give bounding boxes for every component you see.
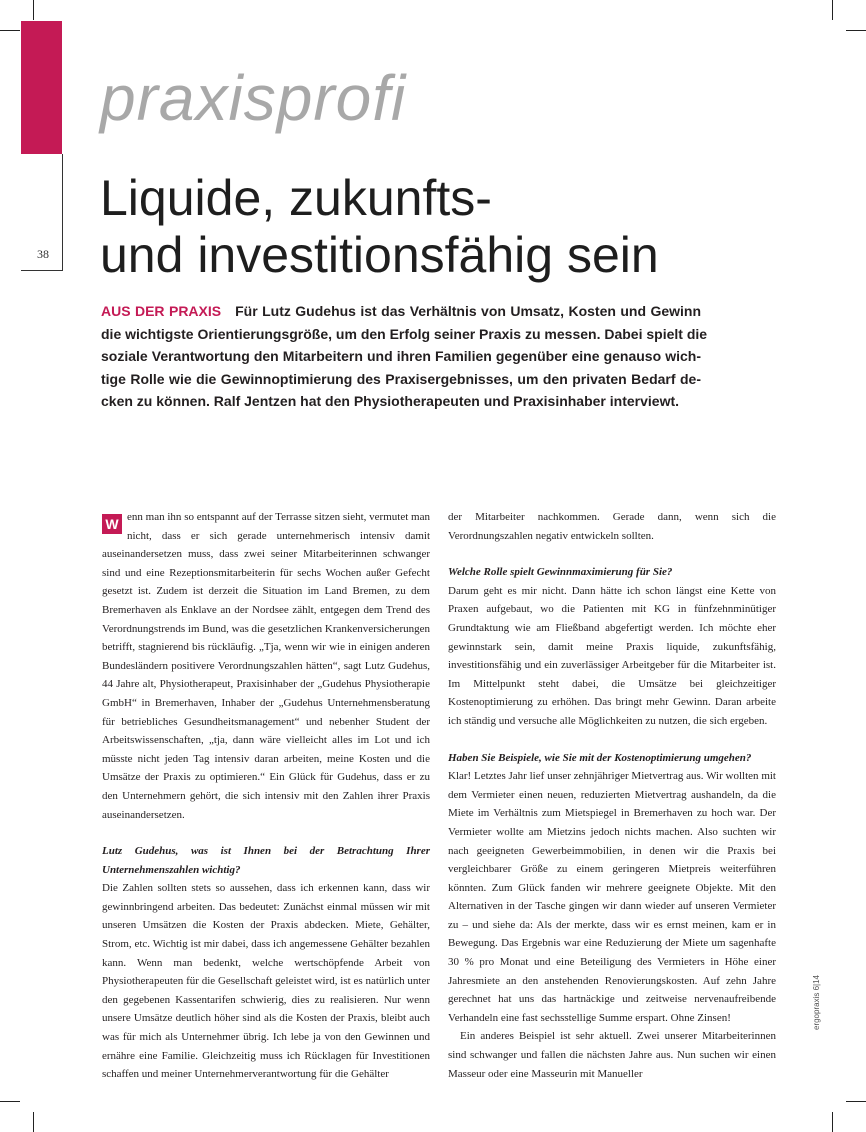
kicker: AUS DER PRAXIS <box>101 303 222 319</box>
lead-line: tige Rolle wie die Gewinnoptimierung des Praxisergebnisses, um den privaten Bedarf de- <box>101 370 701 387</box>
interview-question: Welche Rolle spielt Gewinnmaximierung für Sie? <box>448 566 673 579</box>
interview-question: Haben Sie Beispiele, wie Sie mit der Kostenoptimierung umgehen? <box>448 751 752 764</box>
lead-line <box>101 300 701 323</box>
crop-mark <box>846 30 866 31</box>
crop-mark <box>0 1101 20 1102</box>
page-number-rule <box>21 270 63 271</box>
crop-mark <box>832 0 833 20</box>
body-column-left <box>102 508 430 1084</box>
intro-text: enn man ihn so entspannt auf der Terrasse sitzen sieht, vermutet man nicht, dass er sich gerade unternehmerisch intensiv damit auseinandersetzen muss, dass zwei seiner Mitarbeiterinnen schwanger sind und eine Rezeptionsmitarbeiterin für sechs Wochen außer Gefecht gesetzt ist. Zudem ist derzeit die Situation im Land Bremen, zu dem Bremerhaven als Enklave an der Nordsee zählt, entgegen dem Trend des Verordnungstrends im Bund, was die gesetzlichen Krankenversicherungen betrifft, stagnierend bis rückläufig. „Tja, wenn wir wie in einigen anderen Bundesländern positivere Verordnungszahlen hätten“, sagt Lutz Gudehus, 44 Jahre alt, Physiotherapeut, Praxisinhaber der „Gudehus Physiotherapie GmbH“ in Bremerhaven, Inhaber der „Gudehus Unternehmensberatung für betriebliches Gesundheitsmanagement“ und nebenher Student der Arbeitswissenschaften, „tja, dann wäre vielleicht alles im Lot und ich müsste nicht jeden Tag intensiv daran arbeiten, meine Kosten und die Umsätze der Praxis zu optimieren.“ Ein Glück für Gudehus, dass er zu den Unternehmern gehört, die sich intensiv mit den Zahlen ihrer Praxis auseinandersetzen. <box>102 511 430 821</box>
margin-rule <box>62 154 63 270</box>
section-heading: praxisprofi <box>100 62 407 134</box>
intro-paragraph <box>102 508 430 824</box>
lead-text: Für Lutz Gudehus ist das Verhältnis von Umsatz, Kosten und Gewinn <box>235 303 701 319</box>
drop-cap: W <box>102 514 122 534</box>
interview-answer: Darum geht es mir nicht. Dann hätte ich schon längst eine Kette von Praxen aufgebaut, wo die Patienten mit KG in fünfzehnminütiger Grundtaktung wie am Fließband abgefertigt werden. Ich möchte eher gewinnstark sein, damit meine Praxis liquide, zukunftsfähig, investitionsfähig und ein zuverlässiger Arbeitgeber für die Mitarbeiter ist. Im Mittelpunkt steht dabei, die Umsätze bei gleichzeitiger Kostenoptimierung zu erhöhen. Das bringt mehr Gewinn. Daran arbeite ich ständig und versuche alle Möglichkeiten zu nutzen, die sich ergeben. <box>448 584 776 727</box>
interview-answer: Die Zahlen sollten stets so aussehen, dass ich erkennen kann, dass wir gewinnbringend arbeiten. Das bedeutet: Zunächst einmal müssen wir mit unseren Umsätzen die Kosten der Praxis abdecken. Miete, Gehälter, Strom, etc. Wichtig ist mir dabei, dass ich angemessene Gehälter bezahlen kann. Wenn man bedenkt, welche wertschöpfende Arbeit von Physiotherapeuten für die Gesellschaft geleistet wird, ist es natürlich unter den gegebenen Kassentarifen schwierig, dies zu realisieren. Nur wenn unsere Umsätze deutlich höher sind als die Kosten der Praxis, bleibt auch was für mich als Unternehmer übrig. Ich lebe ja von den Gewinnen und ernähre eine Familie. Gleichzeitig muss ich Rücklagen für Investitionen schaffen und meiner Unternehmerverantwortung für die Gehälter <box>102 882 430 1081</box>
magazine-footer: ergopraxis 6|14 <box>812 975 821 1030</box>
article-title <box>100 170 659 284</box>
page-number: 38 <box>37 247 49 261</box>
body-column-right <box>448 508 776 1083</box>
title-line: und investitionsfähig sein <box>100 227 659 283</box>
lead-line: soziale Verantwortung den Mitarbeitern und ihren Familien gegenüber eine genauso wich- <box>101 348 701 364</box>
crop-mark <box>846 1101 866 1102</box>
crop-mark <box>0 30 20 31</box>
lead-line: die wichtigste Orientierungsgröße, um den Erfolg seiner Praxis zu messen. Dabei spielt die <box>101 325 708 342</box>
article-lead <box>101 300 708 413</box>
interview-answer: Ein anderes Beispiel ist sehr aktuell. Zwei unserer Mitarbeiterinnen sind schwanger und fallen die nächsten Jahre aus. Nun suchen wir einen Masseur oder eine Masseurin mit Manueller <box>448 1030 776 1080</box>
interview-question: Lutz Gudehus, was ist Ihnen bei der Betrachtung Ihrer Unternehmenszahlen wichtig? <box>102 845 430 876</box>
title-line: Liquide, zukunfts- <box>100 170 492 226</box>
section-color-bar <box>21 21 62 154</box>
interview-answer: Klar! Letztes Jahr lief unser zehnjähriger Mietvertrag aus. Wir wollten mit dem Vermieter einen neuen, reduzierten Mietvertrag aushandeln, da die Miete im Verhältnis zum Mietspiegel in Bremerhaven zu hoch war. Der Vermieter wollte am Mietzins jedoch nichts machen. Also suchten wir nach geeigneten Gewerbeimmobilien, in denen wir die Praxis bei vergleichbarer Größe zu einem geringeren Mietpreis weiterführen könnten. Zum Glück fanden wir mehrere geeignete Objekte. Mit den Alternativen in der Tasche gingen wir dann wieder auf unseren Vermieter zu – und siehe da: Als der merkte, dass wir es ernst meinen, kam er in Bewegung. Das Ergebnis war eine Reduzierung der Miete um sagenhafte 30 % pro Monat und eine Beteiligung des Vermieters in Höhe einer Jahresmiete an den anstehenden Renovierungskosten. Auf zehn Jahre gerechnet hat uns das hartnäckige und zeitweise nervenaufreibende Verhandeln eine fast sechsstellige Summe erspart. Ohne Zinsen! <box>448 770 776 1024</box>
lead-line: cken zu können. Ralf Jentzen hat den Physiotherapeuten und Praxisinhaber interviewt. <box>101 393 680 409</box>
crop-mark <box>33 1112 34 1132</box>
interview-answer: der Mitarbeiter nachkommen. Gerade dann, wenn sich die Verordnungszahlen negativ entwickeln sollten. <box>448 511 776 542</box>
crop-mark <box>33 0 34 20</box>
crop-mark <box>832 1112 833 1132</box>
